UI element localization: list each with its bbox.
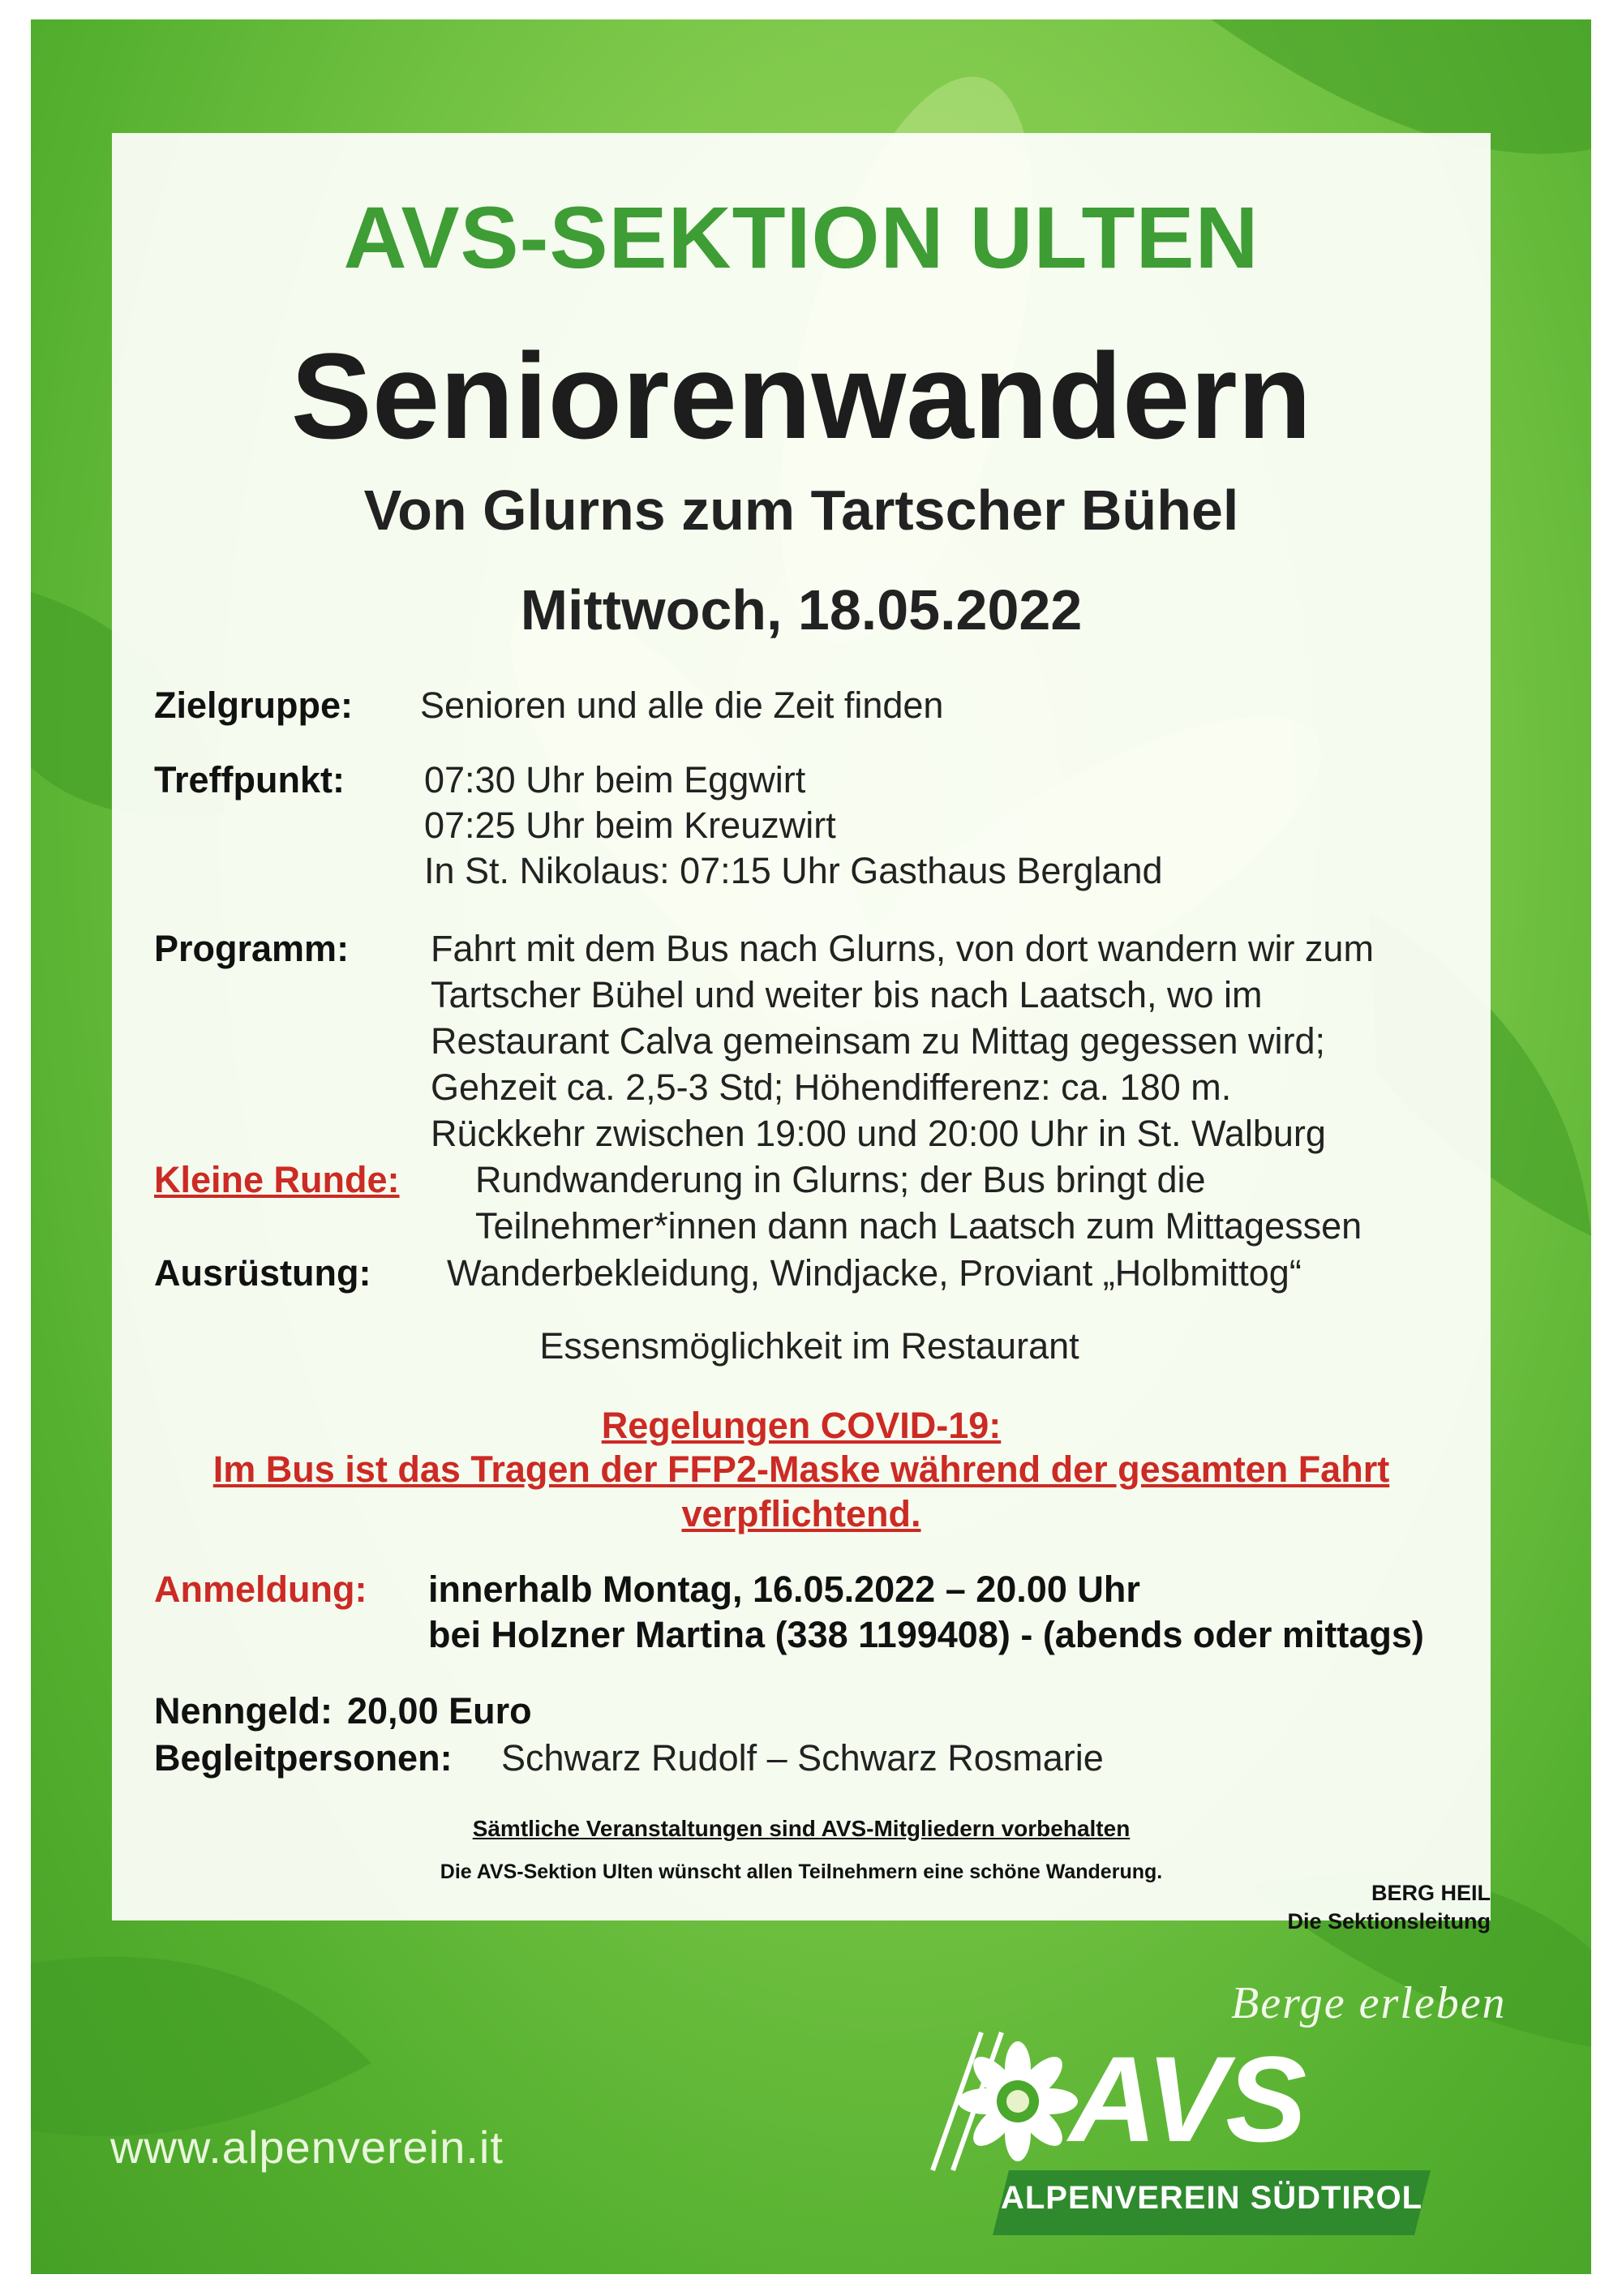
covid-title: Regelungen COVID-19: [601,1405,1002,1446]
content-card [112,133,1491,1920]
covid-rule-line: verpflichtend. [681,1493,921,1534]
kleine-runde-label: Kleine Runde: [154,1159,400,1200]
ausruestung-label: Ausrüstung: [154,1252,371,1294]
event-date: Mittwoch, 18.05.2022 [520,578,1083,642]
programm-line: Restaurant Calva gemeinsam zu Mittag gegessen wird; [431,1020,1326,1062]
anmeldung-label: Anmeldung: [154,1569,367,1610]
edelweiss-logo-icon [916,2016,1079,2178]
programm-line: Gehzeit ca. 2,5-3 Std; Höhendifferenz: ca. 180 m. [431,1066,1232,1108]
logo-subtext: ALPENVEREIN SÜDTIROL [1000,2180,1423,2216]
kleine-runde-line: Rundwanderung in Glurns; der Bus bringt die [475,1159,1206,1200]
signoff-greeting: BERG HEIL [1371,1881,1491,1905]
essen-note: Essensmöglichkeit im Restaurant [539,1325,1079,1367]
programm-line: Rückkehr zwischen 19:00 und 20:00 Uhr in St. Walburg [431,1113,1326,1154]
anmeldung-line: innerhalb Montag, 16.05.2022 – 20.00 Uhr [428,1569,1140,1610]
members-only-note: Sämtliche Veranstaltungen sind AVS-Mitgliedern vorbehalten [472,1816,1131,1841]
website-url[interactable]: www.alpenverein.it [110,2122,504,2173]
signoff-signature: Die Sektionsleitung [1287,1909,1491,1933]
nenngeld-label: Nenngeld: [154,1690,333,1732]
avs-logo: AVS [1069,2031,1306,2167]
programm-label: Programm: [154,928,350,969]
motto: Berge erleben [1231,1978,1507,2028]
kleine-runde-line: Teilnehmer*innen dann nach Laatsch zum Mittagessen [475,1205,1362,1247]
zielgruppe-label: Zielgruppe: [154,685,353,726]
treffpunkt-line: In St. Nikolaus: 07:15 Uhr Gasthaus Bergland [424,850,1163,891]
treffpunkt-line: 07:30 Uhr beim Eggwirt [424,759,806,800]
ausruestung-text: Wanderbekleidung, Windjacke, Proviant „Holbmittog“ [447,1252,1302,1294]
nenngeld-text: 20,00 Euro [347,1690,532,1732]
begleitpersonen-text: Schwarz Rudolf – Schwarz Rosmarie [501,1737,1104,1779]
covid-rule-line: Im Bus ist das Tragen der FFP2-Maske während der gesamten Fahrt [212,1448,1390,1490]
page-title: Seniorenwandern [290,328,1312,464]
programm-line: Fahrt mit dem Bus nach Glurns, von dort wandern wir zum [431,928,1374,969]
zielgruppe-text: Senioren und alle die Zeit finden [420,685,944,726]
wish-note: Die AVS-Sektion Ulten wünscht allen Teilnehmern eine schöne Wanderung. [440,1860,1163,1883]
anmeldung-line: bei Holzner Martina (338 1199408) - (abends oder mittags) [428,1614,1424,1655]
treffpunkt-line: 07:25 Uhr beim Kreuzwirt [424,805,836,846]
organization-title: AVS-SEKTION ULTEN [343,188,1259,286]
event-subtitle: Von Glurns zum Tartscher Bühel [363,479,1239,542]
treffpunkt-label: Treffpunkt: [154,759,345,800]
poster [31,19,1591,2274]
begleitpersonen-label: Begleitpersonen: [154,1737,453,1779]
programm-line: Tartscher Bühel und weiter bis nach Laatsch, wo im [431,974,1263,1015]
